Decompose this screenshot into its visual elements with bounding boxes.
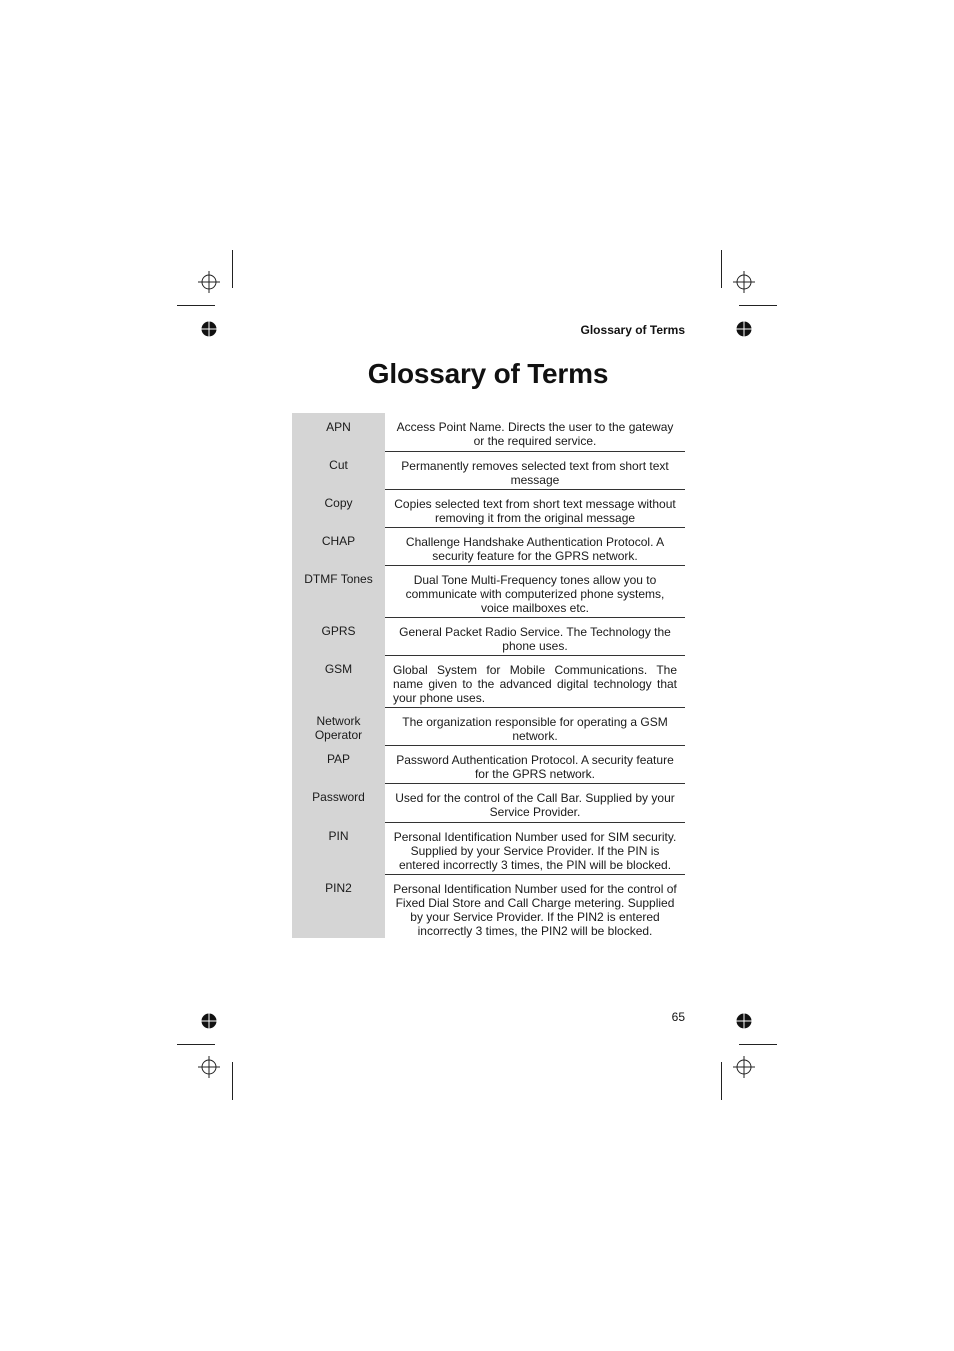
page-title: Glossary of Terms [367,358,609,389]
glossary-table [292,413,685,938]
registration-dot-icon [736,321,752,337]
registration-crosshair-icon [198,271,220,293]
glossary-term: PIN2 [292,874,385,938]
glossary-term: PAP [292,745,385,783]
registration-crosshair-icon [733,271,755,293]
table-row [292,655,685,707]
glossary-term: GPRS [292,617,385,655]
glossary-definition: Permanently removes selected text from short text message [385,451,685,489]
crop-mark-top-right-horizontal [739,305,777,306]
running-header: Glossary of Terms [580,323,685,337]
registration-crosshair-icon [198,1056,220,1078]
glossary-definition: Copies selected text from short text message without removing it from the original message [385,489,685,527]
glossary-term: DTMF Tones [292,565,385,617]
glossary-term: Network Operator [292,707,385,745]
crop-mark-top-right-vertical [721,250,722,288]
table-row [292,451,685,489]
table-row [292,822,685,874]
glossary-definition: Global System for Mobile Communications. The name given to the advanced digital technology that your phone uses. [385,655,685,707]
crop-mark-bottom-left-vertical [232,1062,233,1100]
crop-mark-bottom-left-horizontal [177,1044,215,1045]
table-row [292,707,685,745]
page-number: 65 [671,1010,685,1024]
glossary-term: Copy [292,489,385,527]
crop-mark-top-left-vertical [232,250,233,288]
registration-dot-icon [201,321,217,337]
glossary-term: CHAP [292,527,385,565]
registration-dot-icon [201,1013,217,1029]
glossary-definition: Access Point Name. Directs the user to the gateway or the required service. [385,413,685,451]
table-row [292,489,685,527]
table-row [292,527,685,565]
glossary-definition: Dual Tone Multi-Frequency tones allow you to communicate with computerized phone systems, voice mailboxes etc. [385,565,685,617]
glossary-term: GSM [292,655,385,707]
crop-mark-top-left-horizontal [177,305,215,306]
table-row [292,565,685,617]
glossary-term: PIN [292,822,385,874]
crop-mark-bottom-right-vertical [721,1062,722,1100]
registration-crosshair-icon [733,1056,755,1078]
glossary-definition: General Packet Radio Service. The Technology the phone uses. [385,617,685,655]
glossary-definition: Used for the control of the Call Bar. Supplied by your Service Provider. [385,783,685,822]
glossary-term: APN [292,413,385,451]
glossary-definition: The organization responsible for operating a GSM network. [385,707,685,745]
table-row [292,874,685,938]
glossary-term: Cut [292,451,385,489]
glossary-definition: Personal Identification Number used for SIM security. Supplied by your Service Provider. If the PIN is entered incorrectly 3 times, the PIN will be blocked. [385,822,685,874]
crop-mark-bottom-right-horizontal [739,1044,777,1045]
table-row [292,745,685,783]
table-row [292,413,685,451]
table-row [292,783,685,822]
glossary-definition: Challenge Handshake Authentication Protocol. A security feature for the GPRS network. [385,527,685,565]
glossary-definition: Password Authentication Protocol. A security feature for the GPRS network. [385,745,685,783]
glossary-term: Password [292,783,385,822]
table-row [292,617,685,655]
glossary-definition: Personal Identification Number used for the control of Fixed Dial Store and Call Charge metering. Supplied by your Service Provider. If the PIN2 is entered incorrectly 3 times, the PIN2 will be blocked. [393,881,677,938]
registration-dot-icon [736,1013,752,1029]
